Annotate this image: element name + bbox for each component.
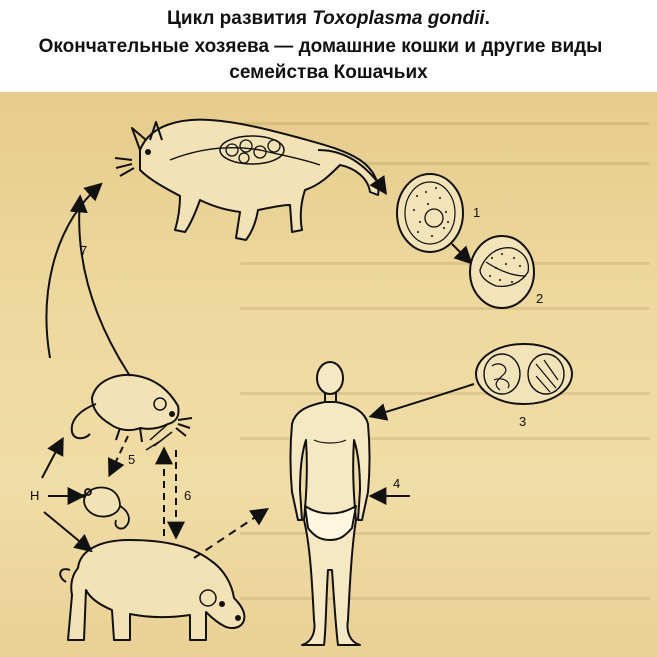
arrow-7-secondary <box>47 185 100 358</box>
label-source: Н <box>30 488 40 503</box>
label-7: 7 <box>80 243 88 258</box>
title-line-3: семейства Кошачьих <box>229 62 428 83</box>
sporulated-oocyst <box>476 344 572 404</box>
arrow-1-to-2 <box>452 244 470 262</box>
cat-illustration <box>115 120 378 240</box>
mouse-illustration <box>83 488 129 529</box>
rat-illustration <box>72 375 192 442</box>
arrow-5-rat-to-mouse <box>110 436 128 474</box>
arrow-source-to-rat <box>42 440 62 478</box>
label-3: 3 <box>519 414 527 429</box>
dividing-oocyst <box>470 236 534 308</box>
title-line-2: Окончательные хозяева — домашние кошки и другие виды <box>38 36 603 57</box>
arrow-pig-to-human <box>194 510 266 558</box>
label-1: 1 <box>473 205 481 220</box>
arrow-7-rat-to-cat <box>79 198 130 376</box>
human-illustration <box>291 362 370 645</box>
pig-illustration <box>60 540 244 640</box>
arrow-source-to-pig <box>44 512 90 550</box>
label-2: 2 <box>536 291 544 306</box>
title-line-1: Цикл развития Toxoplasma gondii. <box>167 8 490 29</box>
label-4: 4 <box>393 476 401 491</box>
label-6: 6 <box>184 488 192 503</box>
species-name: Toxoplasma gondii <box>312 8 485 29</box>
unsporulated-oocyst <box>397 174 463 252</box>
arrow-oocyst-to-human <box>372 384 474 416</box>
label-5: 5 <box>128 452 136 467</box>
